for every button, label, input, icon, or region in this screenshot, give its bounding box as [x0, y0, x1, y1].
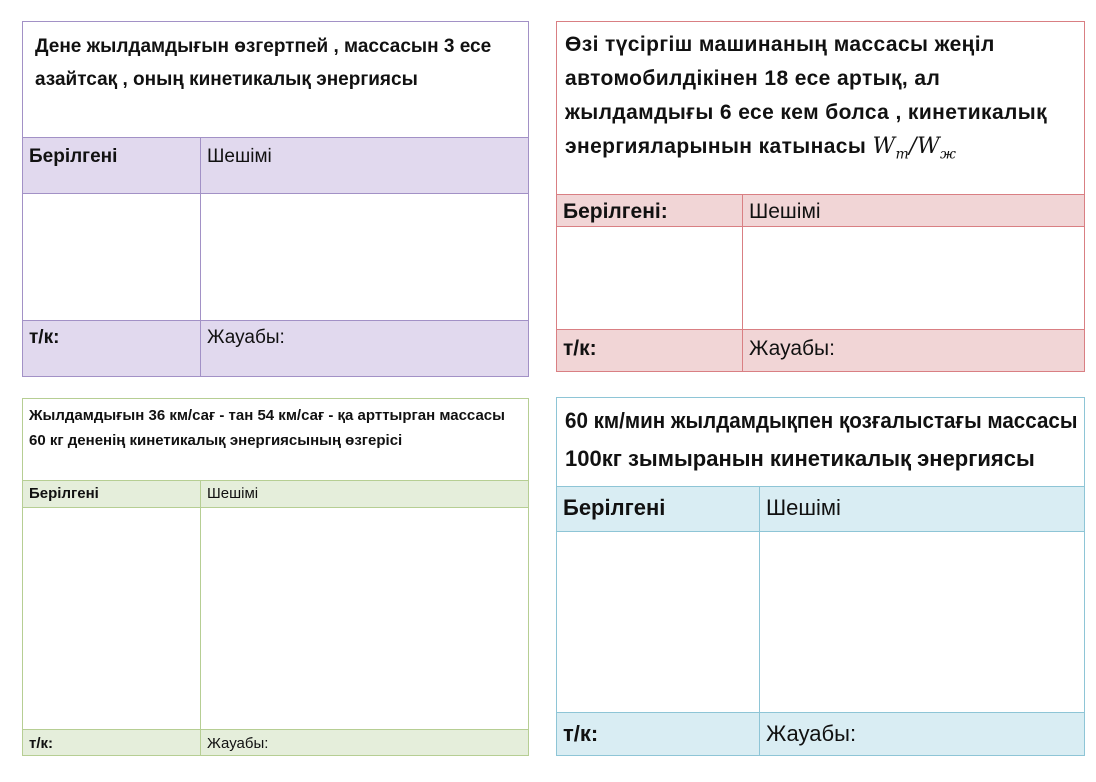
answer-table — [23, 481, 528, 755]
given-area[interactable] — [557, 227, 743, 330]
solution-header: Шешімі — [201, 481, 528, 508]
given-area[interactable] — [23, 194, 201, 321]
problem-card-1 — [22, 21, 529, 377]
tk-label: т/к: — [557, 330, 743, 371]
given-area[interactable] — [557, 532, 760, 713]
given-header: Берілгені — [557, 487, 760, 532]
tk-label: т/к: — [557, 713, 760, 755]
energy-ratio-formula: $W_т/W_ж$ — [872, 134, 957, 163]
given-header: Берілгені: — [557, 194, 743, 227]
tk-label: т/к: — [23, 730, 201, 755]
problem-card-2 — [556, 21, 1085, 372]
answer-label: Жауабы: — [201, 730, 528, 755]
problem-line-1: 60 км/мин жылдамдықпен қозғалыстағы массасы — [565, 408, 1078, 433]
problem-card-3 — [22, 398, 529, 756]
solution-area[interactable] — [743, 227, 1084, 330]
problem-text — [557, 22, 1084, 194]
problem-card-4 — [556, 397, 1085, 756]
solution-header: Шешімі — [201, 138, 528, 194]
problem-text: Жылдамдығын 36 км/сағ - тан 54 км/сағ - қа арттырган массасы 60 кг дененің кинетикалық энергиясының өзгерісі — [23, 399, 528, 481]
solution-area[interactable] — [760, 532, 1084, 713]
problem-line-2: 100кг зымыранын кинетикалық энергиясы — [565, 446, 1035, 471]
solution-header: Шешімі — [760, 487, 1084, 532]
problem-text-body: Өзі түсіргіш машинаның массасы жеңіл автомобилдікінен 18 есе артық, ал жылдамдығы 6 есе кем болса , кинетикалық энергияларынын катынасы — [565, 33, 1048, 158]
problem-text — [557, 398, 1084, 487]
answer-table — [557, 194, 1084, 371]
given-header: Берілгені — [23, 481, 201, 508]
answer-table — [23, 138, 528, 376]
problem-text: Дене жылдамдығын өзгертпей , массасын 3 есе азайтсақ , оның кинетикалық энергиясы — [23, 22, 528, 138]
solution-area[interactable] — [201, 194, 528, 321]
answer-label: Жауабы: — [201, 321, 528, 376]
answer-label: Жауабы: — [743, 330, 1084, 371]
given-header: Берілгені — [23, 138, 201, 194]
answer-table — [557, 487, 1084, 755]
solution-area[interactable] — [201, 508, 528, 730]
tk-label: т/к: — [23, 321, 201, 376]
answer-label: Жауабы: — [760, 713, 1084, 755]
given-area[interactable] — [23, 508, 201, 730]
solution-header: Шешімі — [743, 194, 1084, 227]
